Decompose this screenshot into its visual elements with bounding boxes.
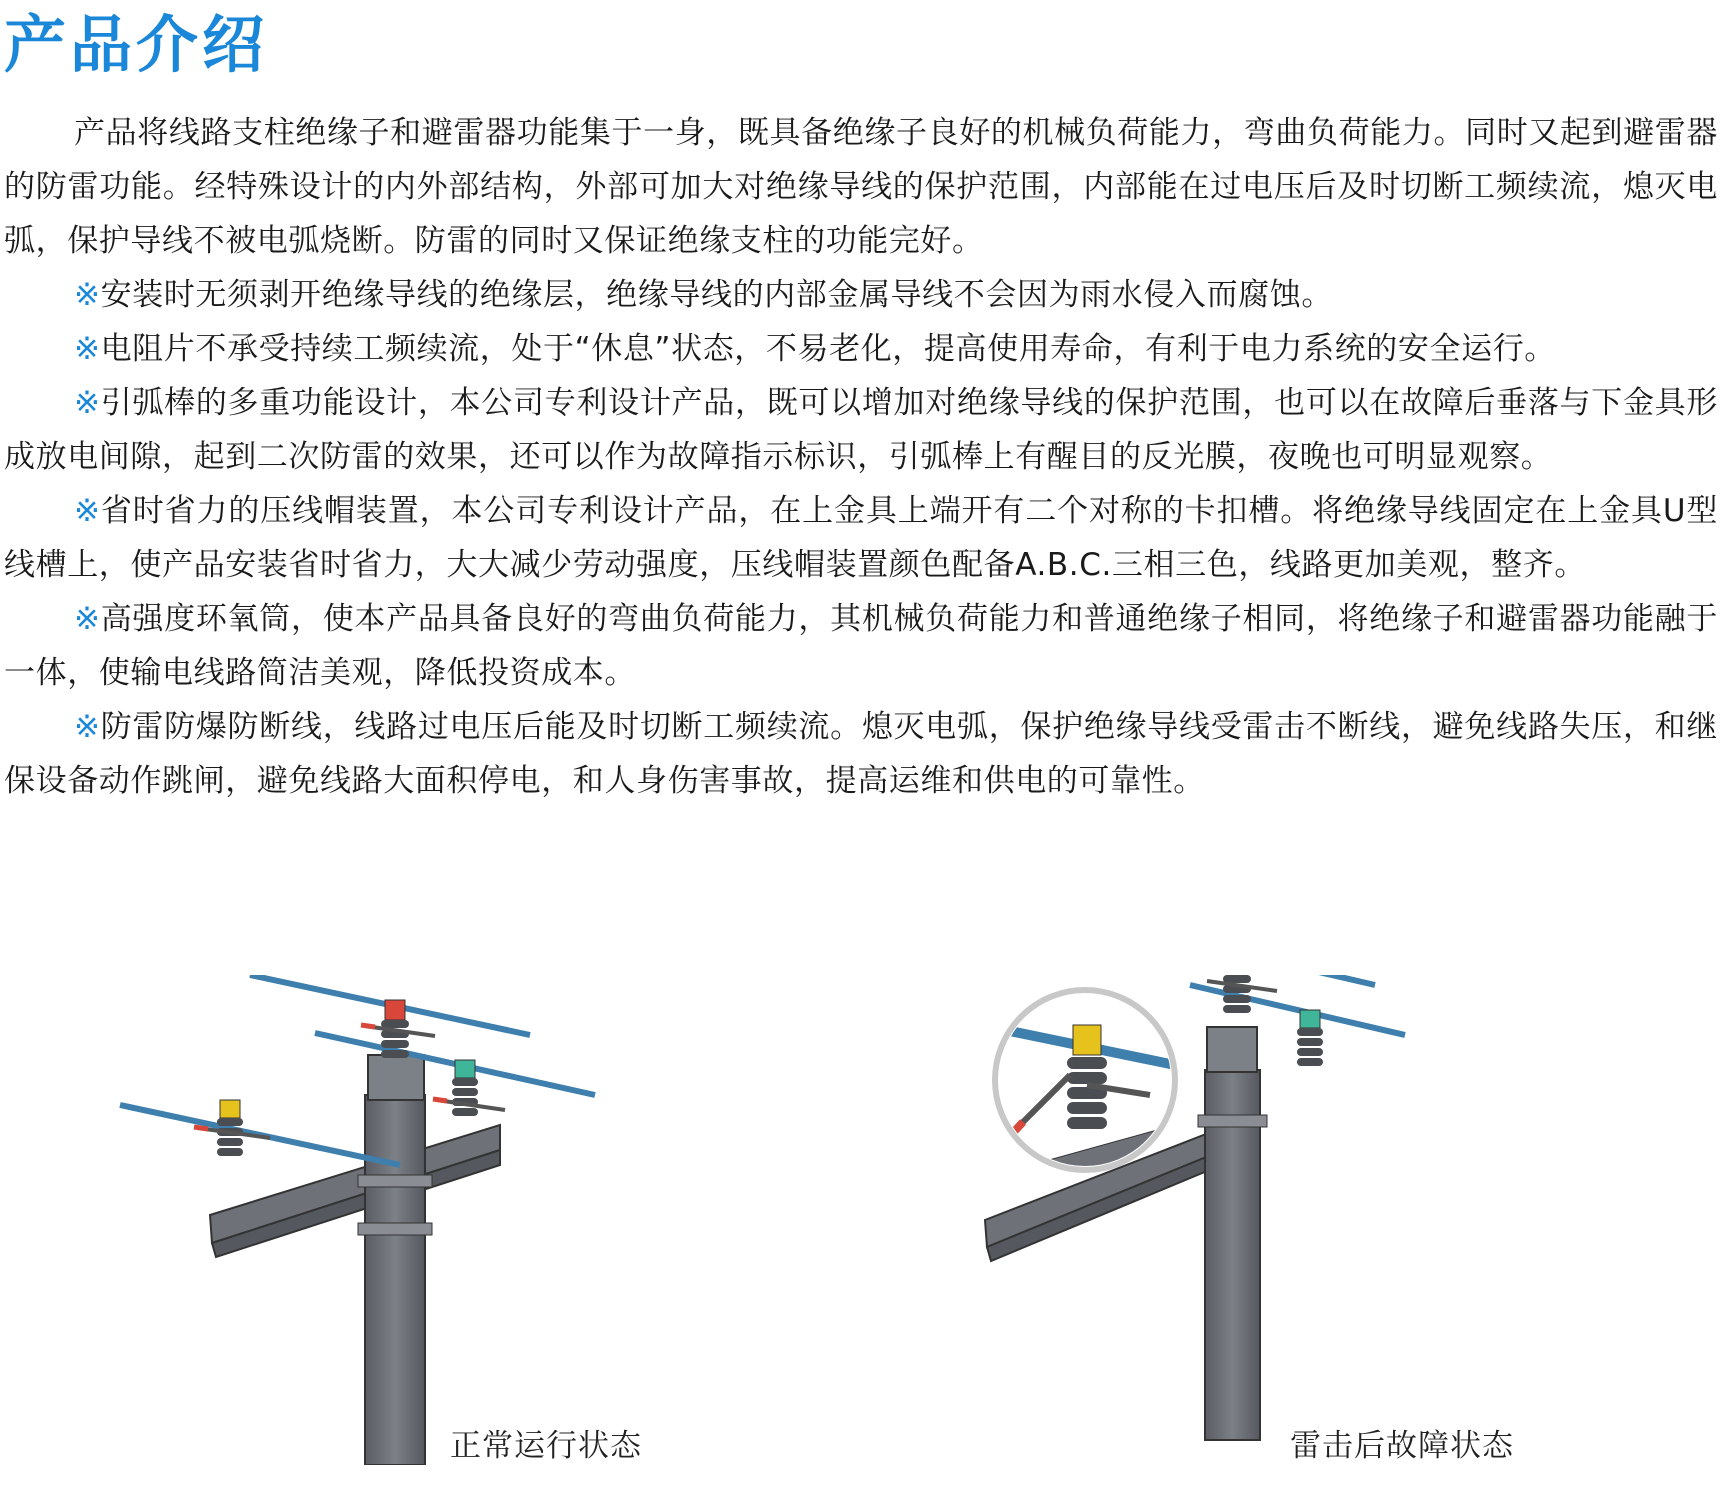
caption-fault-state: 雷击后故障状态 [1290,1428,1514,1464]
reference-mark: ※ [74,385,101,421]
paragraph-text: 省时省力的压线帽装置，本公司专利设计产品，在上金具上端开有二个对称的卡扣槽。将绝缘导线固定在上金具U型线槽上，使产品安装省时省力，大大减少劳动强度，压线帽装置颜色配备A.B.C.三相三色，线路更加美观，整齐。 [4,493,1718,583]
top-bracket [1207,1027,1257,1072]
pole-clamp [1198,1115,1267,1127]
feature-paragraph [4,592,1718,700]
feature-paragraph [4,322,1718,376]
pole-clamp [358,1175,432,1187]
pole [365,1095,425,1465]
paragraph-text: 电阻片不承受持续工频续流，处于“休息”状态，不易老化，提高使用寿命，有利于电力系统的安全运行。 [100,331,1556,367]
top-bracket [368,1055,424,1100]
paragraph-intro [4,106,1718,268]
reference-mark: ※ [74,331,101,367]
reference-mark: ※ [74,601,101,637]
intro-text [4,106,1718,808]
paragraph-text: 产品将线路支柱绝缘子和避雷器功能集于一身，既具备绝缘子良好的机械负荷能力，弯曲负荷能力。同时又起到避雷器的防雷功能。经特殊设计的内外部结构，外部可加大对绝缘导线的保护范围，内部能在过电压后及时切断工频续流，熄灭电弧，保护导线不被电弧烧断。防雷的同时又保证绝缘支柱的功能完好。 [4,115,1718,259]
crossarm [210,1125,500,1243]
insulator-right [433,1060,505,1116]
pole-clamp [358,1223,432,1235]
feature-paragraph [4,268,1718,322]
reference-mark: ※ [74,493,101,529]
reference-mark: ※ [74,277,101,313]
insulator-right [1297,1010,1323,1066]
paragraph-text: 安装时无须剥开绝缘导线的绝缘层，绝缘导线的内部金属导线不会因为雨水侵入而腐蚀。 [100,277,1333,313]
insulator-left [194,1100,270,1156]
feature-paragraph [4,700,1718,808]
paragraph-text: 引弧棒的多重功能设计，本公司专利设计产品，既可以增加对绝缘导线的保护范围，也可以在故障后垂落与下金具形成放电间隙，起到二次防雷的效果，还可以作为故障指示标识，引弧棒上有醒目的反光膜，夜晚也可明显观察。 [4,385,1718,475]
feature-paragraph [4,484,1718,592]
fault-state-illustration [975,975,1535,1465]
reference-mark: ※ [74,709,101,745]
page-title: 产品介绍 [4,8,269,81]
normal-state-illustration [100,975,660,1465]
caption-normal-state: 正常运行状态 [450,1428,642,1464]
feature-paragraph [4,376,1718,484]
paragraph-text: 高强度环氧筒，使本产品具备良好的弯曲负荷能力，其机械负荷能力和普通绝缘子相同，将绝缘子和避雷器功能融于一体，使输电线路简洁美观，降低投资成本。 [4,601,1718,691]
paragraph-text: 防雷防爆防断线，线路过电压后能及时切断工频续流。熄灭电弧，保护绝缘导线受雷击不断线，避免线路失压，和继保设备动作跳闸，避免线路大面积停电，和人身伤害事故，提高运维和供电的可靠性。 [4,709,1718,799]
